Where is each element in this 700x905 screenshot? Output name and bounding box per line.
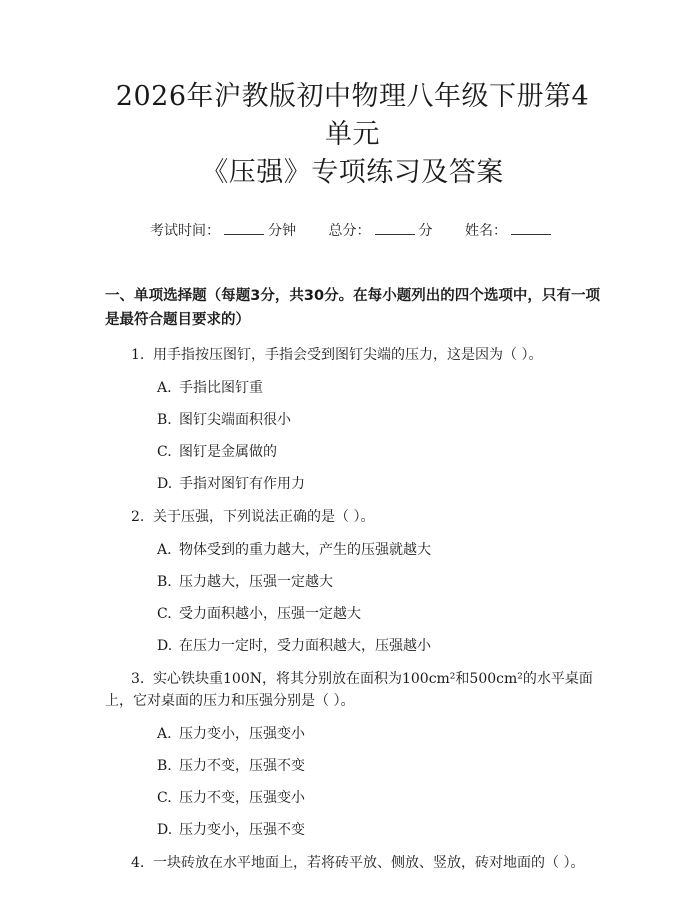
option-letter: B. [157,758,172,774]
exam-time-unit: 分钟 [268,223,297,239]
question-number: 1. [131,347,145,363]
question-number: 4. [131,855,145,871]
total-score-label: 总分： [328,223,371,239]
exam-time [150,220,296,240]
answer-option[interactable] [105,572,600,592]
question-text: 一块砖放在水平地面上，若将砖平放、侧放、竖放，砖对地面的（ ）。 [153,855,585,871]
question-list [105,344,600,874]
option-list [105,378,600,494]
option-list [105,724,600,840]
question-item [105,344,600,494]
option-letter: B. [157,574,172,590]
document-title [105,0,600,192]
title-line-1: 2026年沪教版初中物理八年级下册第4单元 [115,81,590,150]
question-text: 关于压强，下列说法正确的是（ ）。 [153,509,375,525]
option-text: 压力变小，压强变小 [179,726,305,742]
total-score-unit: 分 [418,223,433,239]
question-stem [105,344,600,366]
question-number: 2. [131,509,145,525]
option-text: 压力不变，压强不变 [179,758,305,774]
option-text: 手指比图钉重 [179,380,263,396]
option-letter: C. [157,606,172,622]
student-name-blank[interactable] [511,222,551,235]
student-name-label: 姓名： [464,223,507,239]
answer-option[interactable] [105,378,600,398]
option-text: 图钉是金属做的 [179,444,277,460]
question-number: 3. [131,671,145,687]
option-text: 物体受到的重力越大，产生的压强就越大 [179,542,431,558]
title-line-2: 《压强》专项练习及答案 [201,157,504,188]
question-item [105,506,600,656]
option-letter: D. [157,476,173,492]
option-list [105,540,600,656]
section-heading: 一、单项选择题（每题3分，共30分。在每小题列出的四个选项中，只有一项是最符合题目要求的） [105,288,600,328]
answer-option[interactable] [105,636,600,656]
answer-option[interactable] [105,442,600,462]
option-text: 受力面积越小，压强一定越大 [179,606,361,622]
question-stem [105,668,600,712]
answer-option[interactable] [105,756,600,776]
question-text: 用手指按压图钉，手指会受到图钉尖端的压力，这是因为（ ）。 [153,347,543,363]
question-text: 实心铁块重100N，将其分别放在面积为100cm²和500cm²的水平桌面上，它对桌面的压力和压强分别是（ ）。 [105,671,593,709]
answer-option[interactable] [105,820,600,840]
option-text: 压力不变，压强变小 [179,790,305,806]
option-letter: C. [157,444,172,460]
exam-time-blank[interactable] [224,222,264,235]
answer-option[interactable] [105,724,600,744]
exam-info [105,220,600,240]
option-letter: A. [157,380,172,396]
option-letter: D. [157,822,173,838]
option-letter: B. [157,412,172,428]
option-letter: A. [157,726,172,742]
question-item [105,852,600,874]
option-letter: D. [157,638,173,654]
option-text: 压力越大，压强一定越大 [179,574,333,590]
option-letter: A. [157,542,172,558]
option-letter: C. [157,790,172,806]
question-stem [105,852,600,874]
option-text: 压力变小，压强不变 [179,822,305,838]
option-text: 图钉尖端面积很小 [179,412,291,428]
answer-option[interactable] [105,604,600,624]
option-text: 在压力一定时，受力面积越大，压强越小 [179,638,431,654]
question-item [105,668,600,840]
student-name [465,220,555,240]
question-stem [105,506,600,528]
total-score [329,220,433,240]
answer-option[interactable] [105,540,600,560]
answer-option[interactable] [105,474,600,494]
answer-option[interactable] [105,788,600,808]
option-text: 手指对图钉有作用力 [179,476,305,492]
answer-option[interactable] [105,410,600,430]
total-score-blank[interactable] [375,222,415,235]
exam-time-label: 考试时间： [150,223,221,239]
